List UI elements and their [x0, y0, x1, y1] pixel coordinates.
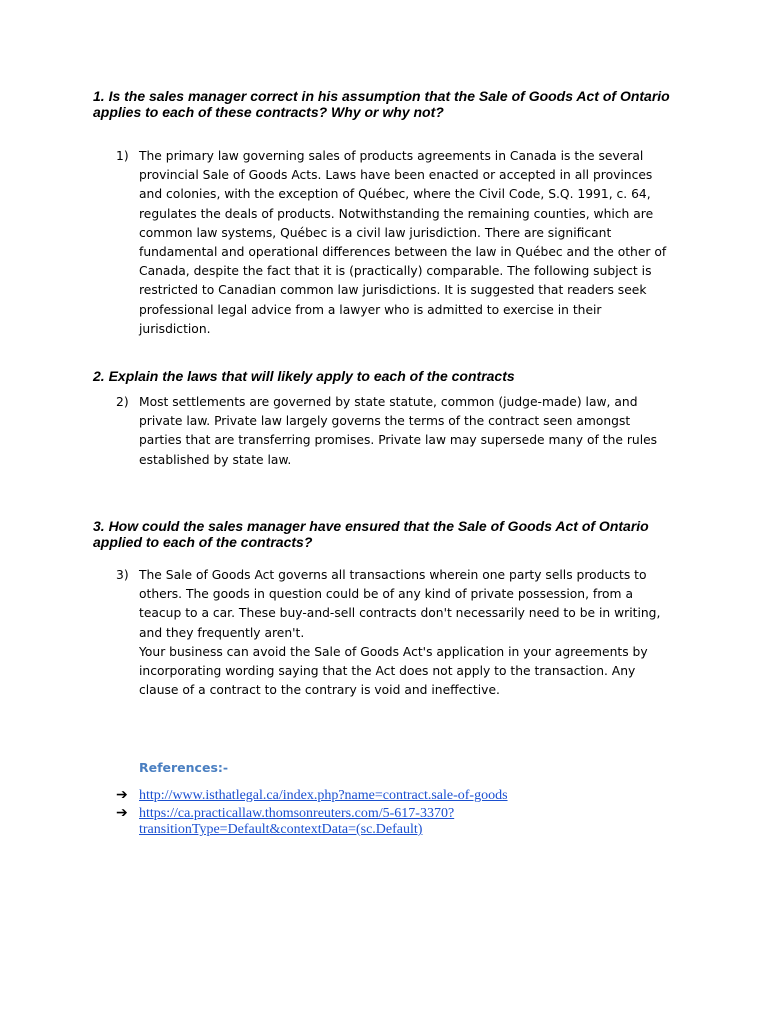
references-heading: References:- [139, 760, 229, 775]
answer-2-number: 2) [116, 395, 129, 409]
question-1-heading: 1. Is the sales manager correct in his assumption that the Sale of Goods Act of Ontario applies to each of these contracts? Why or why not? [93, 88, 670, 120]
reference-link-2[interactable]: https://ca.practicallaw.thomsonreuters.com/5-617-3370? transitionType=Default&contextData=(sc.Default) [139, 806, 455, 837]
answer-1-number: 1) [116, 149, 129, 163]
answer-1-body [139, 147, 676, 339]
question-3-heading: 3. How could the sales manager have ensured that the Sale of Goods Act of Ontario applied to each of the contracts? [93, 518, 649, 550]
answer-2 [116, 393, 676, 470]
reference-item [116, 806, 636, 838]
right-arrow-icon: ➔ [116, 788, 128, 803]
answer-3-paragraph-1: The Sale of Goods Act governs all transactions wherein one party sells products to others. The goods in question could be of any kind of private possession, from a teacup to a car. These buy-and-sell contracts don't necessarily need to be in writing, and they frequently aren't. [139, 568, 661, 640]
question-2-heading: 2. Explain the laws that will likely apply to each of the contracts [93, 368, 515, 384]
answer-2-body [139, 393, 676, 470]
answer-3 [116, 566, 676, 700]
answer-1-paragraph: The primary law governing sales of products agreements in Canada is the several provincial Sale of Goods Acts. Laws have been enacted or accepted in all provinces and colonies, with the exception of Québec, where the Civil Code, S.Q. 1991, c. 64, regulates the deals of products. Notwithstanding the remaining counties, which are common law systems, Québec is a civil law jurisdiction. There are significant fundamental and operational differences between the law in Québec and the other of Canada, despite the fact that it is (practically) comparable. The following subject is restricted to Canadian common law jurisdictions. It is suggested that readers seek professional legal advice from a lawyer who is admitted to exercise in their jurisdiction. [139, 149, 667, 336]
right-arrow-icon: ➔ [116, 806, 128, 821]
answer-1 [116, 147, 676, 339]
reference-item [116, 788, 636, 804]
reference-link-1[interactable]: http://www.isthatlegal.ca/index.php?name=contract.sale-of-goods [139, 788, 508, 803]
answer-2-paragraph: Most settlements are governed by state statute, common (judge-made) law, and private law. Private law largely governs the terms of the contract seen amongst parties that are transferring promises. Private law may supersede many of the rules established by state law. [139, 395, 658, 467]
answer-3-number: 3) [116, 568, 129, 582]
answer-3-body [139, 566, 676, 700]
answer-3-paragraph-2: Your business can avoid the Sale of Goods Act's application in your agreements by incorporating wording saying that the Act does not apply to the transaction. Any clause of a contract to the contrary is void and ineffective. [139, 644, 648, 698]
